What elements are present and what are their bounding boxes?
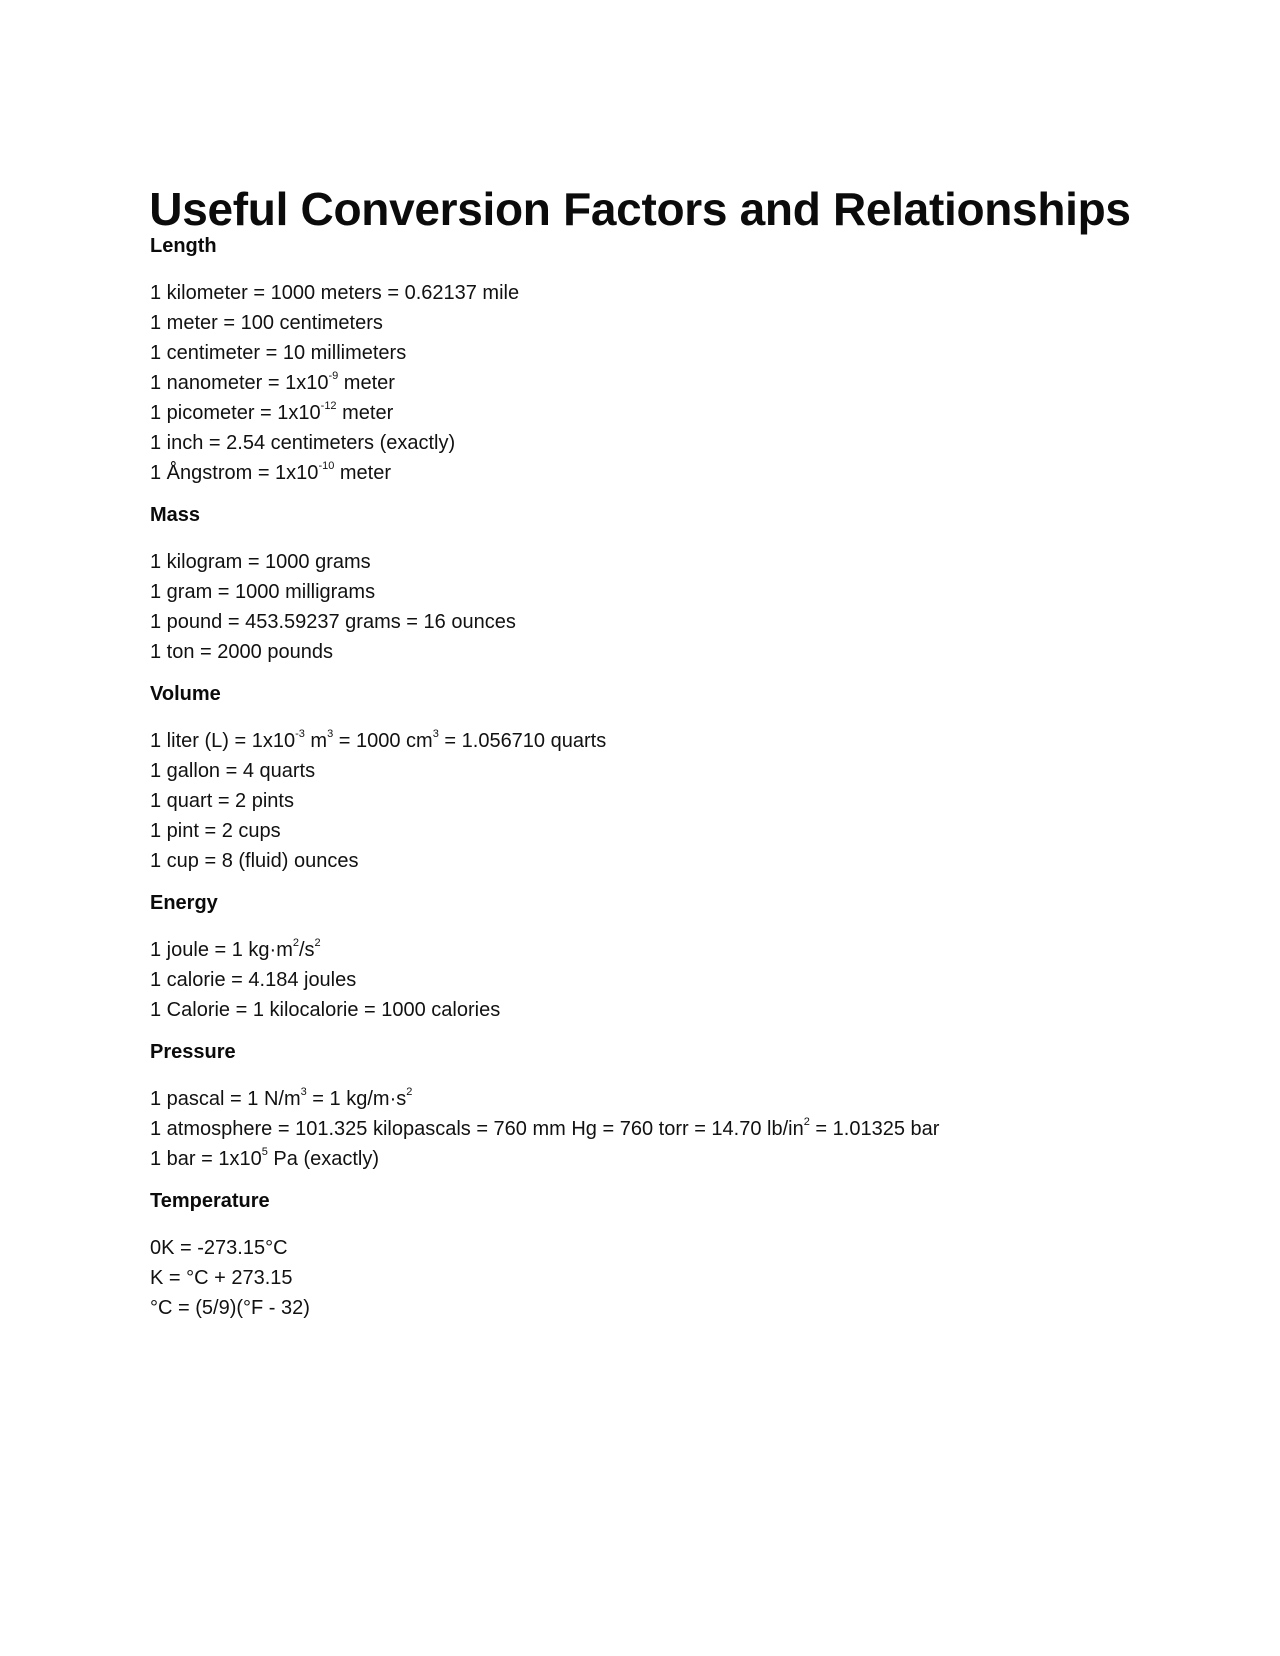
conversion-line xyxy=(150,816,1190,846)
conversion-line xyxy=(150,547,1190,577)
line-text: 1 Ångstrom = 1x10 xyxy=(150,462,319,484)
line-text: = 1 kg/m·s xyxy=(306,1088,407,1110)
line-text: Pa (exactly) xyxy=(267,1148,380,1170)
conversion-line xyxy=(150,398,1190,428)
conversion-line xyxy=(150,428,1190,458)
line-text: meter xyxy=(338,372,395,394)
line-text: 1 kilogram = 1000 grams xyxy=(150,551,371,573)
line-text: 1 Calorie = 1 kilocalorie = 1000 calories xyxy=(150,999,501,1021)
conversion-line xyxy=(150,786,1190,816)
section-heading: Mass xyxy=(150,504,201,526)
superscript: 5 xyxy=(261,1146,268,1159)
line-text: 1 liter (L) = 1x10 xyxy=(150,730,296,752)
conversion-line xyxy=(150,607,1190,637)
conversion-line xyxy=(150,308,1190,338)
line-text: 1 gram = 1000 milligrams xyxy=(150,581,376,603)
line-text: 1 pound = 453.59237 grams = 16 ounces xyxy=(150,611,516,633)
conversion-line xyxy=(150,756,1190,786)
line-text: = 1000 cm xyxy=(333,730,433,752)
conversion-line xyxy=(150,278,1190,308)
line-text: meter xyxy=(334,462,392,484)
section-temperature xyxy=(150,1187,1190,1323)
section-energy xyxy=(150,889,1190,1025)
line-text: K = °C + 273.15 xyxy=(150,1267,293,1289)
superscript: 2 xyxy=(314,937,321,950)
line-text: 1 calorie = 4.184 joules xyxy=(150,969,357,991)
document-body xyxy=(150,232,1190,1336)
page-title: Useful Conversion Factors and Relationships xyxy=(149,182,1131,235)
superscript: -10 xyxy=(318,460,335,473)
section-heading: Volume xyxy=(150,683,221,705)
conversion-line xyxy=(150,1114,1190,1144)
superscript: -12 xyxy=(320,400,337,413)
superscript: 2 xyxy=(406,1086,413,1099)
superscript: -3 xyxy=(295,728,305,741)
line-text: 1 quart = 2 pints xyxy=(150,790,294,812)
conversion-line xyxy=(150,995,1190,1025)
line-text: 1 gallon = 4 quarts xyxy=(150,760,316,782)
conversion-line xyxy=(150,846,1190,876)
conversion-line xyxy=(150,637,1190,667)
line-text: 1 nanometer = 1x10 xyxy=(150,372,329,394)
superscript: -9 xyxy=(328,370,339,383)
section-volume xyxy=(150,680,1190,876)
conversion-line xyxy=(150,965,1190,995)
section-heading: Temperature xyxy=(150,1190,270,1212)
line-text: 1 pascal = 1 N/m xyxy=(150,1088,301,1110)
section-heading: Energy xyxy=(150,892,218,914)
conversion-line xyxy=(150,458,1190,488)
conversion-line xyxy=(150,1144,1190,1174)
section-length xyxy=(150,232,1190,488)
section-heading: Pressure xyxy=(150,1041,236,1063)
conversion-line xyxy=(150,1263,1190,1293)
superscript: 3 xyxy=(300,1086,307,1099)
line-text: = 1.056710 quarts xyxy=(438,730,607,752)
superscript: 2 xyxy=(292,937,299,950)
line-text: 1 meter = 100 centimeters xyxy=(150,312,383,334)
line-text: 1 joule = 1 kg·m xyxy=(150,939,293,961)
line-text: 1 pint = 2 cups xyxy=(150,820,281,842)
section-heading: Length xyxy=(150,235,217,257)
line-text: °C = (5/9)(°F - 32) xyxy=(150,1297,310,1319)
conversion-line xyxy=(150,577,1190,607)
conversion-line xyxy=(150,935,1190,965)
line-text: m xyxy=(304,730,328,752)
superscript: 3 xyxy=(327,728,334,741)
superscript: 3 xyxy=(432,728,439,741)
section-pressure xyxy=(150,1038,1190,1174)
conversion-line xyxy=(150,368,1190,398)
line-text: 1 atmosphere = 101.325 kilopascals = 760 mm Hg = 760 torr = 14.70 lb/in xyxy=(150,1118,804,1140)
line-text: = 1.01325 bar xyxy=(809,1118,940,1140)
line-text: 1 ton = 2000 pounds xyxy=(150,641,333,663)
conversion-line xyxy=(150,1233,1190,1263)
line-text: 1 inch = 2.54 centimeters (exactly) xyxy=(150,432,456,454)
line-text: /s xyxy=(298,939,315,961)
line-text: 1 bar = 1x10 xyxy=(150,1148,262,1170)
line-text: 1 picometer = 1x10 xyxy=(150,402,321,424)
line-text: 1 cup = 8 (fluid) ounces xyxy=(150,850,359,872)
conversion-line xyxy=(150,1084,1190,1114)
conversion-line xyxy=(150,338,1190,368)
section-mass xyxy=(150,501,1190,667)
line-text: 0K = -273.15°C xyxy=(150,1237,288,1259)
conversion-line xyxy=(150,726,1190,756)
superscript: 2 xyxy=(803,1116,810,1129)
line-text: 1 centimeter = 10 millimeters xyxy=(150,342,407,364)
conversion-line xyxy=(150,1293,1190,1323)
line-text: meter xyxy=(336,402,394,424)
line-text: 1 kilometer = 1000 meters = 0.62137 mile xyxy=(150,282,520,304)
